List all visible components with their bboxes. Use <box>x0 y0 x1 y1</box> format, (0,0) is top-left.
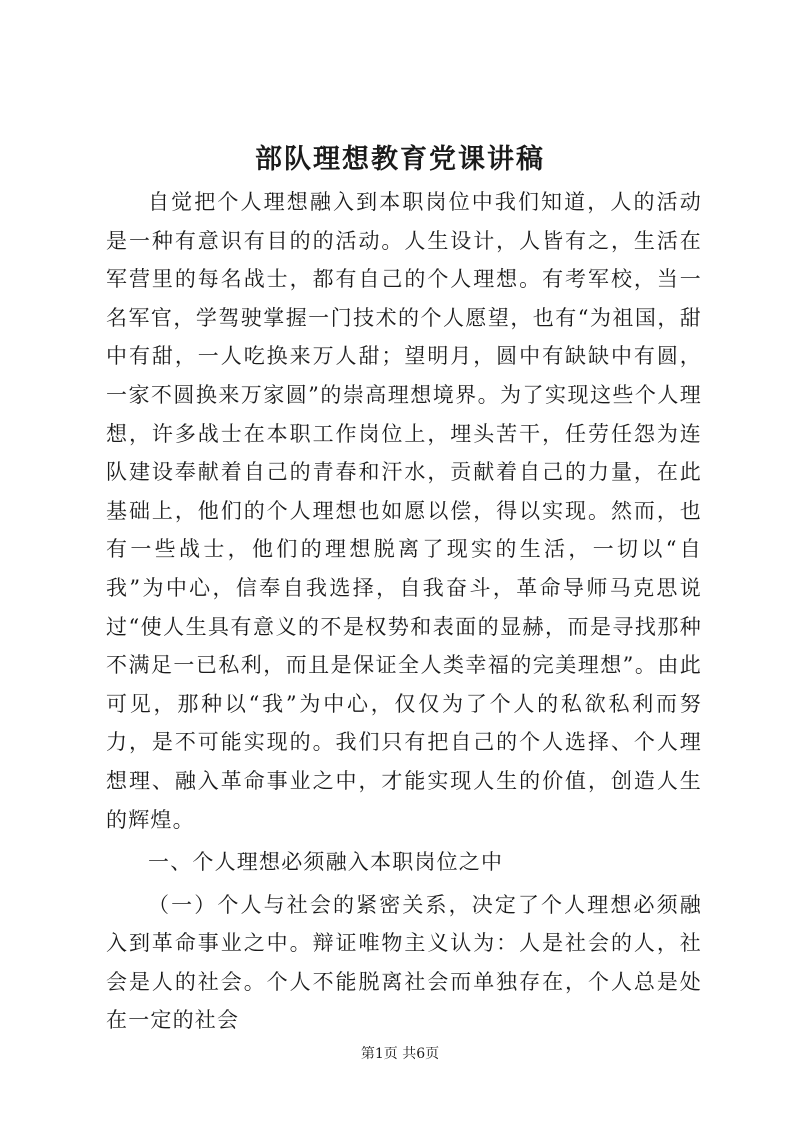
page-footer: 第1页 共6页 <box>360 1046 440 1062</box>
section-heading: 一、个人理想必须融入本职岗位之中 <box>148 850 504 875</box>
document-body <box>106 183 702 1040</box>
subsection-paragraph: （一）个人与社会的紧密关系，决定了个人理想必须融入到革命事业之中。辩证唯物主义认为：人是社会的人，社会是人的社会。个人不能脱离社会而单独存在，个人总是处在一定的社会 <box>106 892 702 1033</box>
document-title: 部队理想教育党课讲稿 <box>255 144 545 175</box>
body-paragraph: 自觉把个人理想融入到本职岗位中我们知道，人的活动是一种有意识有目的的活动。人生设计，人皆有之，生活在军营里的每名战士，都有自己的个人理想。有考军校，当一名军官，学驾驶掌握一门技术的个人愿望，也有“为祖国，甜中有甜，一人吃换来万人甜；望明月，圆中有缺缺中有圆，一家不圆换来万家圆”的崇高理想境界。为了实现这些个人理想，许多战士在本职工作岗位上，埋头苦干，任劳任怨为连队建设奉献着自己的青春和汗水，贡献着自己的力量，在此基础上，他们的个人理想也如愿以偿，得以实现。然而，也有一些战士，他们的理想脱离了现实的生活，一切以“自我”为中心，信奉自我选择，自我奋斗，革命导师马克思说过“使人生具有意义的不是权势和表面的显赫，而是寻找那种不满足一已私利，而且是保证全人类幸福的完美理想”。由此可见，那种以“我”为中心，仅仅为了个人的私欲私利而努力，是不可能实现的。我们只有把自己的个人选择、个人理想理、融入革命事业之中，才能实现人生的价值，创造人生的辉煌。 <box>106 190 702 832</box>
